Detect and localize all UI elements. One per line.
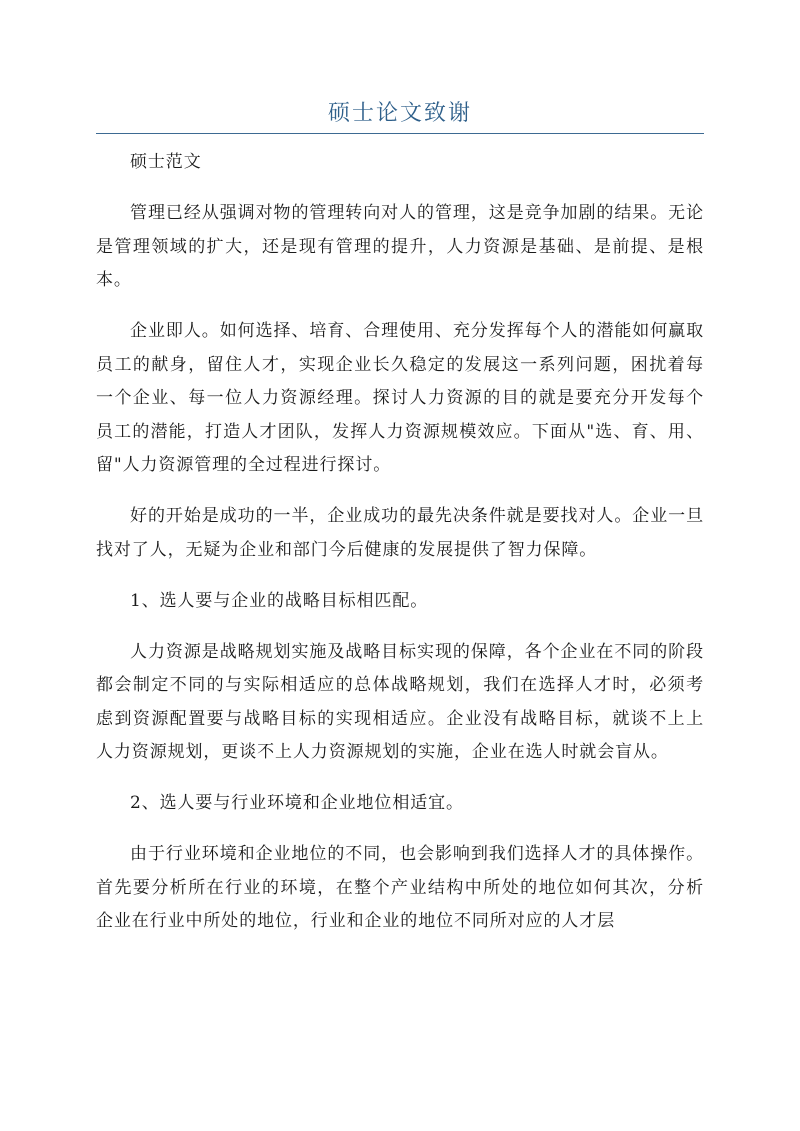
- paragraph: 企业即人。如何选择、培育、合理使用、充分发挥每个人的潜能如何赢取员工的献身，留住人才，实现企业长久稳定的发展这一系列问题，困扰着每一个企业、每一位人力资源经理。探讨人力资源的目的就是要充分开发每个员工的潜能，打造人才团队，发挥人力资源规模效应。下面从"选、育、用、留"人力资源管理的全过程进行探讨。: [96, 321, 704, 475]
- paragraph: 人力资源是战略规划实施及战略目标实现的保障，各个企业在不同的阶段都会制定不同的与实际相适应的总体战略规划，我们在选择人才时，必须考虑到资源配置要与战略目标的实现相适应。企业没有战略目标，就谈不上上人力资源规划，更谈不上人力资源规划的实施，企业在选人时就会盲从。: [96, 641, 704, 762]
- page-title: 硕士论文致谢: [327, 101, 472, 126]
- paragraph: 管理已经从强调对物的管理转向对人的管理，这是竞争加剧的结果。无论是管理领域的扩大，还是现有管理的提升，人力资源是基础、是前提、是根本。: [96, 203, 704, 290]
- paragraph: 好的开始是成功的一半，企业成功的最先决条件就是要找对人。企业一旦找对了人，无疑为企业和部门今后健康的发展提供了智力保障。: [96, 506, 704, 560]
- document-body: [96, 146, 704, 956]
- section-heading: 1、选人要与企业的战略目标相匹配。: [130, 590, 429, 611]
- paragraph: 由于行业环境和企业地位的不同，也会影响到我们选择人才的具体操作。首先要分析所在行业的环境，在整个产业结构中所处的地位如何其次，分析企业在行业中所处的地位，行业和企业的地位不同所对应的人才层: [96, 844, 704, 931]
- paragraph-subtitle: 硕士范文: [130, 152, 202, 172]
- section-heading: 2、选人要与行业环境和企业地位相适宜。: [130, 793, 464, 813]
- title-divider: [96, 133, 704, 134]
